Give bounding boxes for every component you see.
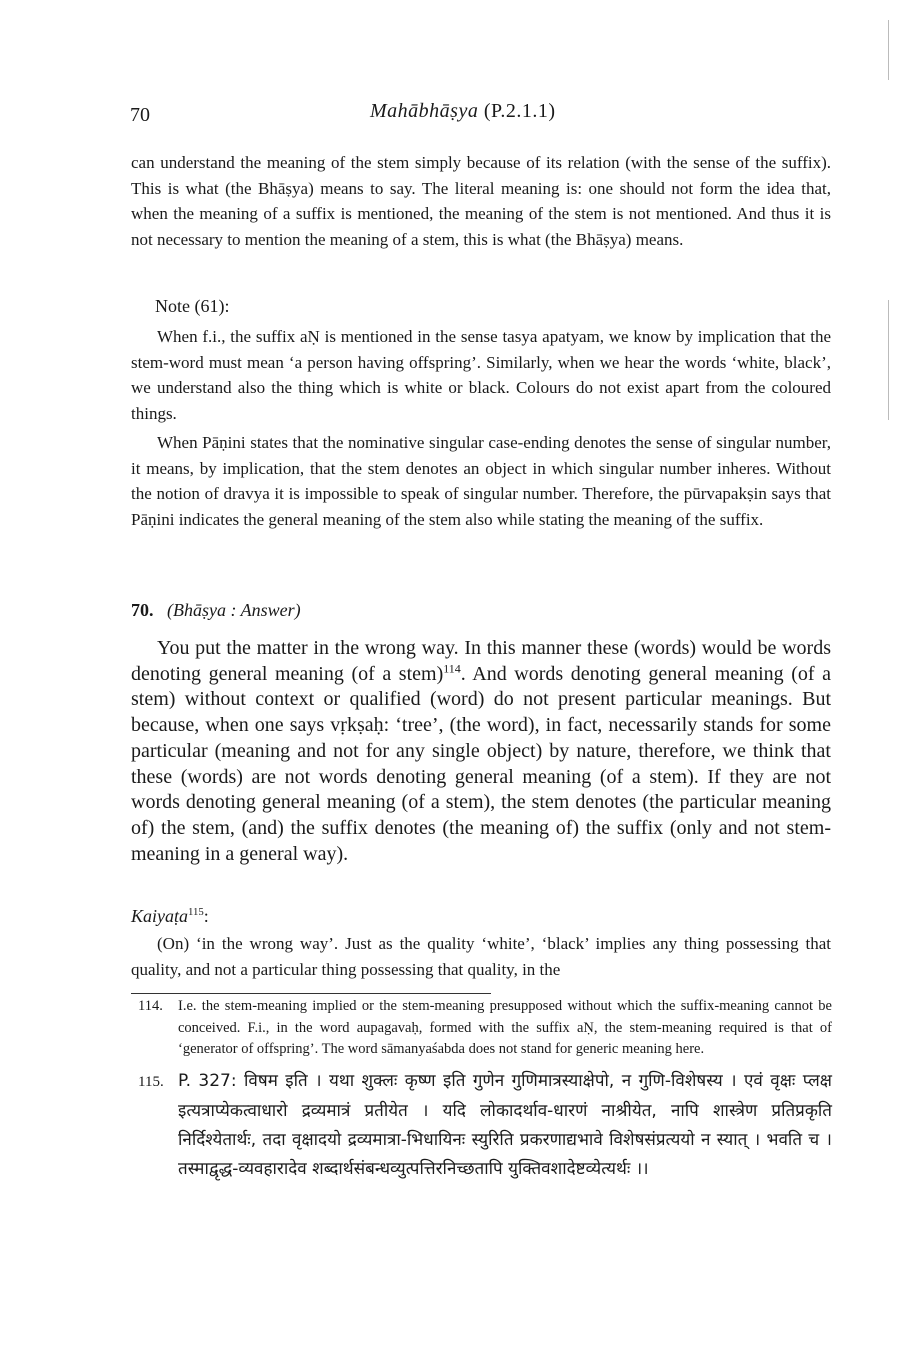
- section-title: (Bhāṣya : Answer): [167, 600, 301, 620]
- kaiyata-paragraph: (On) ‘in the wrong way’. Just as the quality ‘white’, ‘black’ implies any thing possessing that quality, and not a particular thing possessing that quality, in the: [131, 934, 831, 979]
- footnote-number: 115.: [138, 1073, 164, 1090]
- footnote-115: [138, 1067, 832, 1184]
- running-title: [370, 100, 556, 123]
- footnote-text: P. 327: विषम इति । यथा शुक्लः कृष्ण इति गुणेन गुणिमात्रस्याक्षेपो, न गुणि-विशेषस्य । एवं वृक्षः प्लक्ष इत्यत्राप्येकत्वाधारो द्रव्यमात्रं प्रतीयेत । यदि लोकादर्थाव-धारणं नाश्रीयेत, नापि शास्त्रेण प्रतिप्रकृति निर्दिश्येतार्थः, तदा वृक्षादयो द्रव्यमात्रा-भिधायिनः स्युरिति प्रकरणाद्यभावे विशेषसंप्रत्ययो न स्यात् । भवति च । तस्माद्वृद्ध-व्यवहारादेव शब्दार्थसंबन्धव्युत्पत्तिरनिच्छतापि युक्तिवशादेष्टव्येत्यर्थः ।।: [178, 1070, 832, 1179]
- running-title-ref: (P.2.1.1): [483, 100, 556, 122]
- footnote-text: I.e. the stem-meaning implied or the stem-meaning presupposed without which the suffix-meaning cannot be conceived. F.i., in the word aupagavaḥ, formed with the suffix aṆ, the stem-meaning required is that of ‘generator of offspring’. The word sāmanyaśabda does not stand for generic meaning here.: [178, 998, 832, 1057]
- kaiyata-block: [131, 906, 831, 982]
- running-header: [130, 100, 830, 128]
- answer-text-part-1: You put the matter in the wrong way. In this manner these (words) would be words denoting general meaning (of a stem): [131, 637, 831, 685]
- answer-block: [131, 636, 831, 867]
- footnote-ref-115[interactable]: 115: [188, 906, 204, 918]
- scan-edge-mark: [888, 300, 889, 420]
- answer-paragraph: [131, 636, 831, 867]
- note-label-block: [155, 296, 831, 317]
- running-title-italic: Mahābhāṣya: [370, 100, 479, 122]
- section-heading: [131, 600, 831, 621]
- note-paragraph-1: When f.i., the suffix aṆ is mentioned in the sense tasya apatyam, we know by implication that the stem-word must mean ‘a person having offspring’. Similarly, when we hear the words ‘white, black’, we understand also the thing which is white or black. Colours do not exist apart from the coloured things.: [131, 327, 831, 423]
- top-paragraph: can understand the meaning of the stem simply because of its relation (with the sense of the suffix). This is what (the Bhāṣya) means to say. The literal meaning is: one should not form the idea that, when the meaning of a suffix is mentioned, the meaning of the stem is not mentioned. And thus it is not necessary to mention the meaning of a stem, this is what (the Bhāṣya) means.: [131, 153, 831, 249]
- kaiyata-label: Kaiyaṭa: [131, 906, 188, 926]
- footnotes: [138, 996, 832, 1184]
- footnote-ref-114[interactable]: 114: [443, 661, 461, 676]
- footnote-rule: [131, 993, 491, 994]
- kaiyata-label-line: [131, 906, 831, 927]
- answer-text-part-2: . And words denoting general meaning (of a stem) without context or qualified (word) do not present particular meanings. But because, when one says vṛkṣaḥ: ‘tree’, (the word), in fact, necessarily stands for some particular (meaning and not for any single object) by nature, therefore, we think that these (words) are not words denoting general meaning (of a stem). If they are not words denoting general meaning (of a stem), the stem denotes (the particular meaning of) the stem, (and) the suffix denotes (the meaning of) the suffix (only and not stem-meaning in a general way).: [131, 662, 831, 865]
- footnote-114: [138, 996, 832, 1061]
- footnote-number: 114.: [138, 998, 163, 1014]
- note-block: [131, 324, 831, 532]
- note-label: Note (61):: [155, 296, 230, 316]
- scan-edge-mark: [888, 20, 889, 80]
- kaiyata-colon: :: [203, 906, 209, 926]
- page-number: 70: [130, 104, 150, 126]
- note-paragraph-2: When Pāṇini states that the nominative singular case-ending denotes the sense of singular number, it means, by implication, that the stem denotes an object in which singular number inheres. Without the notion of dravya it is impossible to speak of singular number. Therefore, the pūrvapakṣin says that Pāṇini indicates the general meaning of the stem also while stating the meaning of the suffix.: [131, 433, 831, 529]
- section-number: 70.: [131, 600, 154, 620]
- top-paragraph-block: [131, 150, 831, 252]
- section-heading-block: [131, 600, 831, 621]
